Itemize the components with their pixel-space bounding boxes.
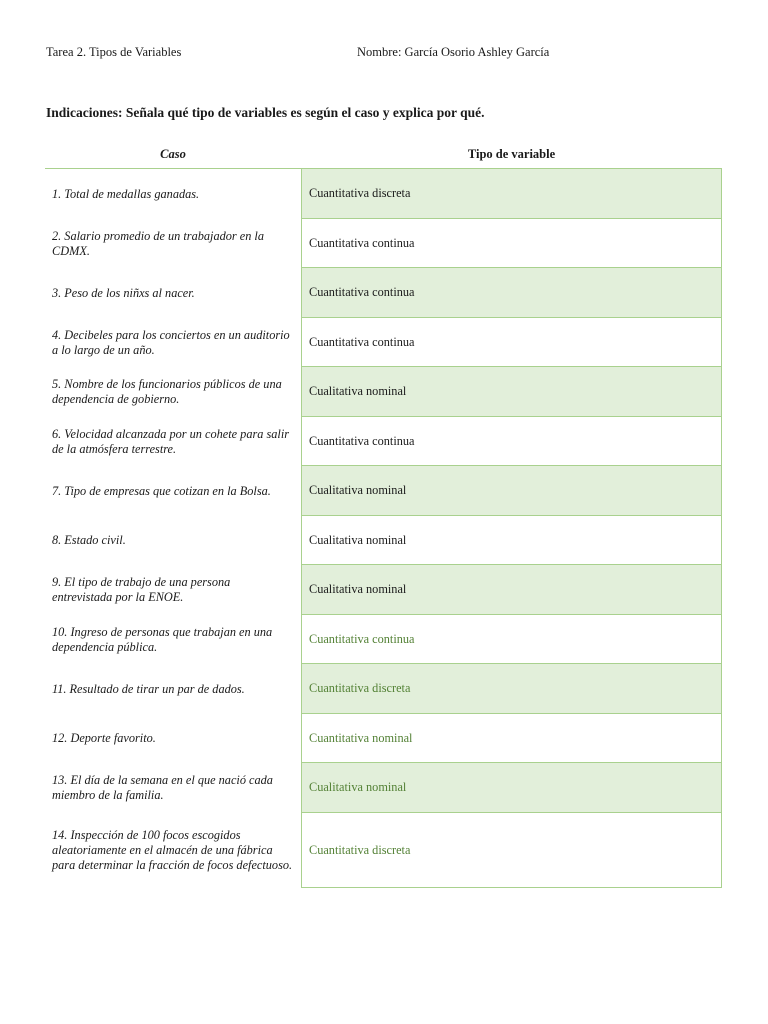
- cell-caso: 8. Estado civil.: [52, 533, 126, 547]
- cell-tipo: Cuantitativa continua: [301, 615, 722, 664]
- cell-caso: 2. Salario promedio de un trabajador en la CDMX.: [52, 228, 265, 258]
- table-row: [45, 466, 722, 516]
- cell-caso: 4. Decibeles para los conciertos en un auditorio a lo largo de un año.: [52, 327, 290, 357]
- cell-caso: 12. Deporte favorito.: [52, 731, 156, 745]
- cell-tipo: Cualitativa nominal: [301, 565, 722, 615]
- cell-tipo: Cualitativa nominal: [301, 466, 722, 516]
- table-row: [45, 565, 722, 615]
- table-row: [45, 763, 722, 813]
- header-caso: Caso: [160, 146, 186, 161]
- cell-tipo: Cuantitativa discreta: [301, 813, 722, 888]
- table-row: [45, 367, 722, 417]
- table-row: [45, 169, 722, 219]
- cell-tipo: Cualitativa nominal: [301, 516, 722, 565]
- cell-tipo: Cuantitativa continua: [301, 417, 722, 466]
- cell-tipo: Cuantitativa nominal: [301, 714, 722, 763]
- cell-tipo: Cualitativa nominal: [301, 367, 722, 417]
- cell-caso: 6. Velocidad alcanzada por un cohete para salir de la atmósfera terrestre.: [52, 426, 290, 456]
- cell-caso: 3. Peso de los niñxs al nacer.: [52, 285, 195, 300]
- table-row: [45, 714, 722, 763]
- cell-tipo: Cuantitativa continua: [301, 318, 722, 367]
- table-header: [45, 140, 722, 169]
- header-tipo: Tipo de variable: [467, 146, 556, 161]
- table-row: [45, 516, 722, 565]
- instructions: Indicaciones: Señala qué tipo de variables es según el caso y explica por qué.: [46, 105, 485, 120]
- table-row: [45, 615, 722, 664]
- cell-caso: 5. Nombre de los funcionarios públicos de una dependencia de gobierno.: [52, 377, 282, 406]
- cell-caso: 11. Resultado de tirar un par de dados.: [52, 681, 245, 696]
- table-row: [45, 268, 722, 318]
- cell-caso: 1. Total de medallas ganadas.: [52, 186, 200, 201]
- cell-tipo: Cuantitativa continua: [301, 219, 722, 268]
- cell-tipo: Cuantitativa discreta: [301, 664, 722, 714]
- table-row: [45, 813, 722, 888]
- header-left: Tarea 2. Tipos de Variables: [46, 45, 182, 59]
- table-row: [45, 219, 722, 268]
- cell-caso: 7. Tipo de empresas que cotizan en la Bolsa.: [52, 483, 271, 498]
- cell-tipo: Cuantitativa discreta: [301, 169, 722, 219]
- variables-table: [45, 140, 722, 888]
- table-row: [45, 318, 722, 367]
- cell-tipo: Cualitativa nominal: [301, 763, 722, 813]
- cell-caso: 9. El tipo de trabajo de una persona entrevistada por la ENOE.: [52, 575, 231, 604]
- cell-caso: 14. Inspección de 100 focos escogidos aleatoriamente en el almacén de una fábrica para determinar la fracción de focos defectuoso.: [52, 828, 293, 872]
- cell-caso: 10. Ingreso de personas que trabajan en una dependencia pública.: [52, 624, 273, 654]
- table-row: [45, 664, 722, 714]
- header-right: Nombre: García Osorio Ashley García: [357, 45, 550, 59]
- cell-tipo: Cuantitativa continua: [301, 268, 722, 318]
- table-row: [45, 417, 722, 466]
- cell-caso: 13. El día de la semana en el que nació cada miembro de la familia.: [52, 773, 273, 802]
